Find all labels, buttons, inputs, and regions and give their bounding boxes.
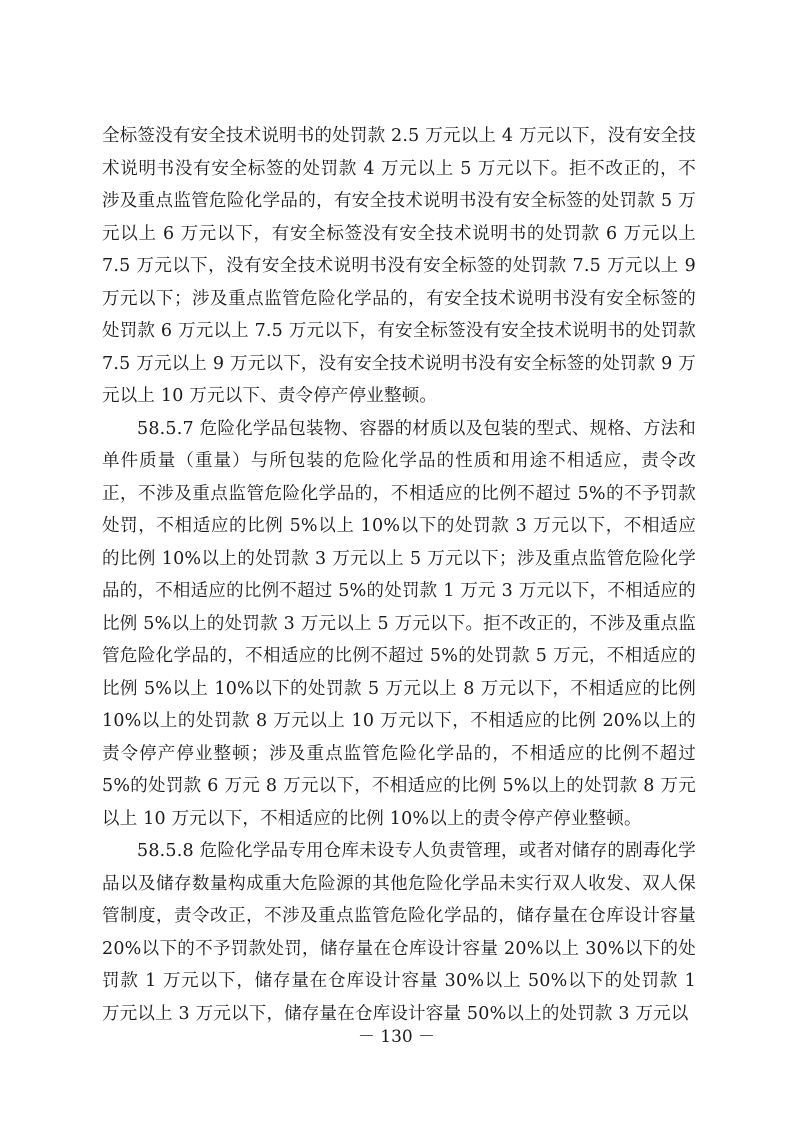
paragraph-58-5-7: 58.5.7 危险化学品包装物、容器的材质以及包装的型式、规格、方法和单件质量（重量）与所包装的危险化学品的性质和用途不相适应，责令改正，不涉及重点监管危险化学品的，不相适应的比例不超过 5%的不予罚款处罚，不相适应的比例 5%以上 10%以下的处罚款 3 万元以下，不相适应的比例 10%以上的处罚款 3 万元以上 5 万元以下；涉及重点监管危险化学品的，不相适应的比例不超过 5%的处罚款 1 万元 3 万元以下，不相适应的比例 5%以上的处罚款 3 万元以上 5 万元以下。拒不改正的，不涉及重点监管危险化学品的，不相适应的比例不超过 5%的处罚款 5 万元，不相适应的比例 5%以上 10%以下的处罚款 5 万元以上 8 万元以下，不相适应的比例 10%以上的处罚款 8 万元以上 10 万元以下，不相适应的比例 20%以上的责令停产停业整顿；涉及重点监管危险化学品的，不相适应的比例不超过 5%的处罚款 6 万元 8 万元以下，不相适应的比例 5%以上的处罚款 8 万元以上 10 万元以下，不相适应的比例 10%以上的责令停产停业整顿。: [102, 418, 696, 829]
paragraph-continuation: 全标签没有安全技术说明书的处罚款 2.5 万元以上 4 万元以下，没有安全技术说明书没有安全标签的处罚款 4 万元以上 5 万元以下。拒不改正的，不涉及重点监管危险化学品的，有安全技术说明书没有安全标签的处罚款 5 万元以上 6 万元以下，有安全标签没有安全技术说明书的处罚款 6 万元以上 7.5 万元以下，没有安全技术说明书没有安全标签的处罚款 7.5 万元以上 9 万元以下；涉及重点监管危险化学品的，有安全技术说明书没有安全标签的处罚款 6 万元以上 7.5 万元以下，有安全标签没有安全技术说明书的处罚款 7.5 万元以上 9 万元以下，没有安全技术说明书没有安全标签的处罚款 9 万元以上 10 万元以下、责令停产停业整顿。: [102, 126, 696, 406]
body-text: [102, 120, 696, 1030]
page-number: － 130 －: [357, 1027, 436, 1047]
paragraph-58-5-8: 58.5.8 危险化学品专用仓库未设专人负责管理，或者对储存的剧毒化学品以及储存数量构成重大危险源的其他危险化学品未实行双人收发、双人保管制度，责令改正，不涉及重点监管危险化学品的，储存量在仓库设计容量 20%以下的不予罚款处罚，储存量在仓库设计容量 20%以上 30%以下的处罚款 1 万元以下，储存量在仓库设计容量 30%以上 50%以下的处罚款 1 万元以上 3 万元以下，储存量在仓库设计容量 50%以上的处罚款 3 万元以: [102, 841, 696, 1024]
